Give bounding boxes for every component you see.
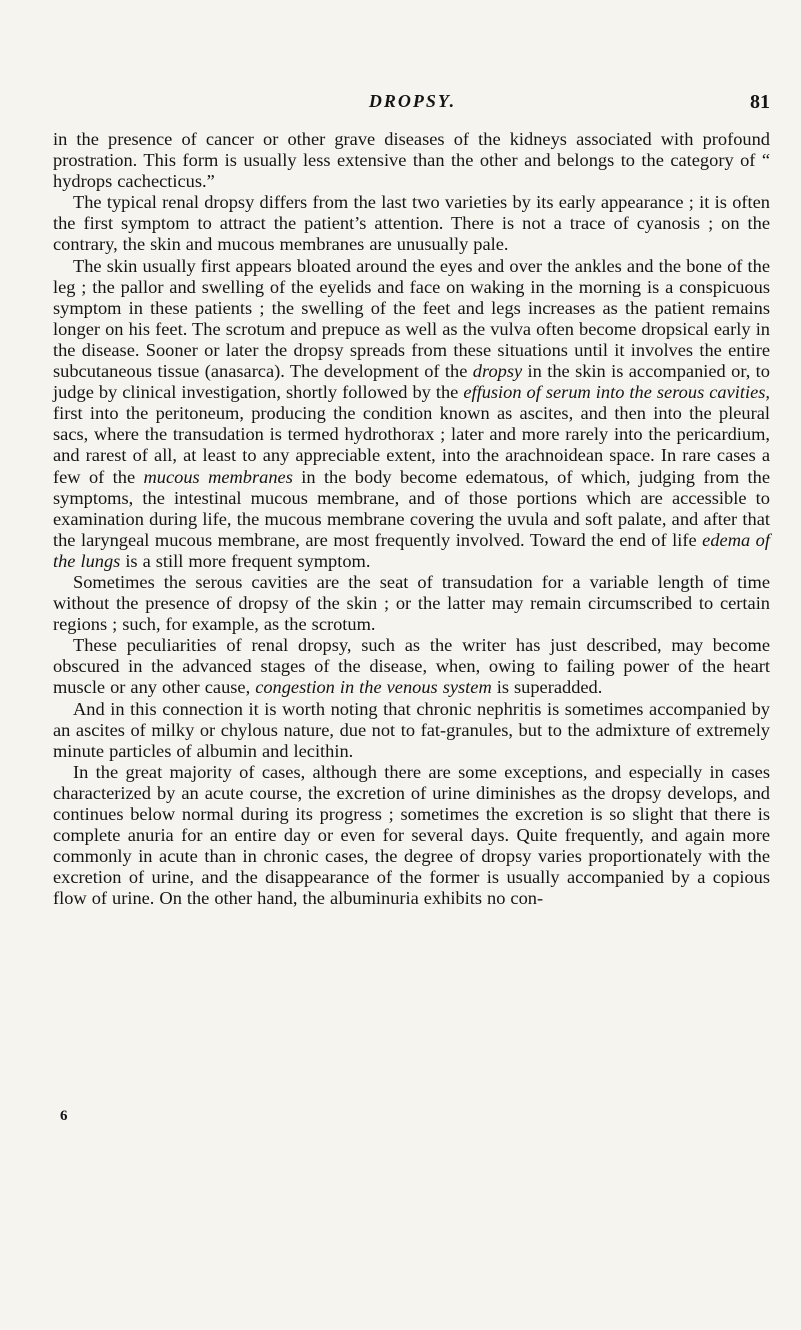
text-span: first into the peritoneum, producing the condition known as ascites, and then into the pleural sacs, where the transudation is termed hydrothorax ; later and more rarely into the pericardium, and rarest of all, at least to any appreciable extent, into the arachnoidean space. In rare cases a few of the	[53, 403, 770, 487]
text-span: The skin usually first appears bloated around the eyes and over the ankles and the bone of the leg ; the pallor and swelling of the eyelids and face on waking in the morning is a conspicuous symptom in these patients ; the swelling of the feet and legs increases as the patient remains longer on his feet. The scrotum and prepuce as well as the vulva often become dropsical early in the disease. Sooner or later the dropsy spreads from these situations until it involves the entire subcutaneous tissue (anasarca). The development of the	[53, 255, 770, 382]
italic-text: effusion of serum into the serous cavities,	[463, 382, 770, 403]
text-span: in the presence of cancer or other grave diseases of the kidneys associated with profound prostration. This form is usually less extensive than the other and belongs to the category of “ hydrops cachecticus.”	[53, 129, 770, 192]
italic-text: dropsy	[472, 361, 523, 382]
paragraph	[53, 129, 770, 192]
text-span: Sometimes the serous cavities are the seat of transudation for a variable length of time without the presence of dropsy of the skin ; or the latter may remain circumscribed to certain regions ; such, for example, as the scrotum.	[53, 571, 770, 635]
text-span: in the body become edematous, of which, judging from the symptoms, the intestinal mucous membrane, and of those portions which are accessible to examination during life, the mucous membrane covering the uvula and soft palate, and after that the laryngeal mucous membrane, are most frequently involved. Toward the end of life	[53, 466, 770, 550]
paragraph	[53, 762, 770, 910]
body-text	[53, 129, 770, 909]
italic-text: mucous membranes	[143, 466, 293, 487]
paragraph	[53, 192, 770, 255]
italic-text: congestion in the venous system	[255, 677, 492, 698]
paragraph	[53, 256, 770, 572]
page-number: 81	[750, 91, 770, 113]
text-span: And in this connection it is worth noting that chronic nephritis is sometimes accompanied by an ascites of milky or chylous nature, due not to fat-granules, but to the admixture of extremely minute particles of albumin and lecithin.	[53, 698, 770, 761]
running-title: DROPSY.	[368, 91, 457, 111]
paragraph	[53, 572, 770, 635]
printer-signature-mark: 6	[60, 1108, 68, 1124]
paragraph	[53, 635, 770, 698]
text-span: In the great majority of cases, although there are some exceptions, and especially in cases characterized by an acute course, the excretion of urine diminishes as the dropsy develops, and continues below normal during its progress ; sometimes the excretion is so slight that there is complete anuria for an entire day or even for several days. Quite frequently, and again more commonly in acute than in chronic cases, the degree of dropsy varies proportionately with the excretion of urine, and the disappearance of the former is usually accompanied by a copious flow of urine. On the other hand, the albuminuria exhibits no con-	[53, 761, 770, 909]
text-span: The typical renal dropsy differs from the last two varieties by its early appearance ; it is often the first symptom to attract the patient’s attention. There is not a trace of cyanosis ; on the contrary, the skin and mucous membranes are unusually pale.	[53, 192, 770, 255]
text-span: is a still more frequent symptom.	[120, 550, 371, 571]
text-span: is superadded.	[491, 677, 603, 698]
text-span: in the skin is accompanied or, to judge by clinical investigation, shortly followed by the	[53, 361, 770, 403]
paragraph	[53, 699, 770, 762]
running-head	[55, 91, 770, 115]
text-span: These peculiarities of renal dropsy, such as the writer has just described, may become obscured in the advanced stages of the disease, when, owing to failing power of the heart muscle or any other cause,	[53, 635, 770, 698]
italic-text: edema of the lungs	[53, 529, 770, 571]
